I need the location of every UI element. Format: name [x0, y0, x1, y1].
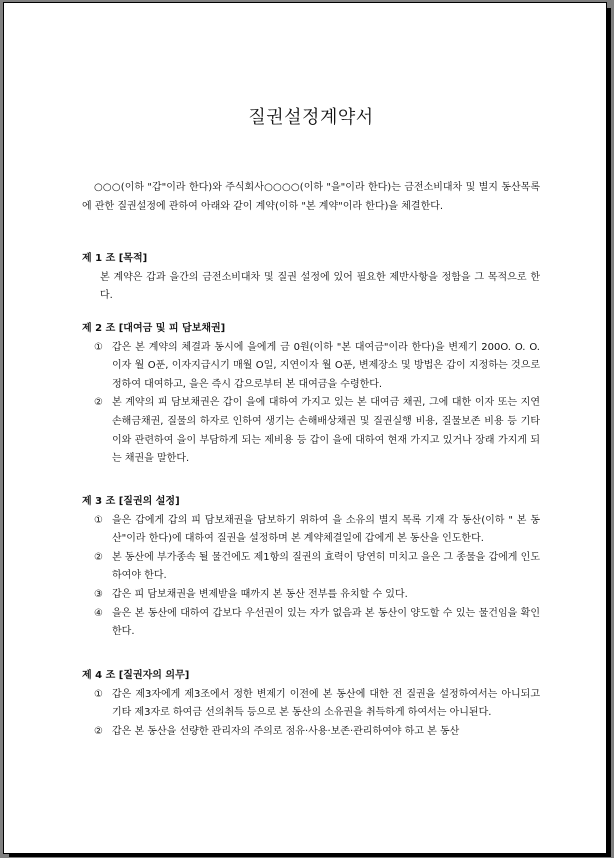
- clause-number: ②: [94, 551, 103, 563]
- document-page: [3, 2, 607, 854]
- clause-number: ①: [94, 341, 103, 353]
- article-clause: [82, 686, 540, 723]
- article-heading: 제 3 조 [질권의 설정]: [82, 496, 180, 507]
- clause-text: 갑은 피 담보채권을 변제받을 때까지 본 동산 전부를 유치할 수 있다.: [112, 588, 408, 600]
- clause-number: ①: [94, 688, 103, 700]
- clause-text: 갑은 본 계약의 체결과 동시에 을에게 금 0원(이하 "본 대여금"이라 한다)을 변제기 200O. O. O. 이자 월 O푼, 이자지급시기 매월 O일, 지연이자 월 O푼, 변제장소 및 방법은 갑이 지정하는 것으로 정하여 대여하고, 을은 즉시 갑으로부터 본 대여금을 수령한다.: [112, 341, 540, 390]
- article-3: [82, 493, 540, 642]
- clause-text: 본 계약의 피 담보채권은 갑이 을에 대하여 가지고 있는 본 대여금 채권, 그에 대한 이자 또는 지연손해금채권, 질물의 하자로 인하여 생기는 손해배상채권 및 질권실행 비용, 질물보존 비용 등 기타 이와 관련하여 을이 부담하게 되는 제비용 등 갑이 을에 대하여 현재 가지고 있거나 장래 가지게 되는 채권을 말한다.: [112, 397, 540, 465]
- clause-text: 갑은 본 동산을 선량한 관리자의 주의로 점유·사용·보존·관리하여야 하고 본 동산: [112, 725, 460, 737]
- article-body: 본 계약은 갑과 을간의 금전소비대차 및 질권 설정에 있어 필요한 제반사항을 정함을 그 목적으로 한다.: [100, 271, 540, 302]
- clause-number: ②: [94, 725, 103, 737]
- article-clause: [82, 339, 540, 395]
- page-shadow-right: [607, 8, 611, 856]
- article-heading: 제 4 조 [질권자의 의무]: [82, 670, 190, 681]
- article-heading: 제 1 조 [목적]: [82, 253, 148, 264]
- article-clause: [82, 586, 540, 605]
- article-clause: [82, 512, 540, 549]
- intro-paragraph: ○○○(이하 "갑"이라 한다)와 주식회사○○○○(이하 "을"이라 한다)는 금전소비대차 및 별지 동산목록에 관한 질권설정에 관하여 아래와 같이 계약(이하 "본 계약"이라 한다)을 체결한다.: [82, 182, 540, 212]
- article-4: [82, 667, 540, 741]
- document-title: 질권설정계약서: [248, 107, 374, 128]
- clause-text: 본 동산에 부가종속 될 물건에도 제1항의 질권의 효력이 당연히 미치고 을은 그 종물을 갑에게 인도하여야 한다.: [112, 551, 540, 582]
- article-heading: 제 2 조 [대여금 및 피 담보채권]: [82, 323, 226, 334]
- clause-number: ③: [94, 588, 103, 600]
- clause-text: 을은 갑에게 갑의 피 담보채권을 담보하기 위하여 을 소유의 별지 목록 기재 각 동산(이하 " 본 동산"이라 한다)에 대하여 질권을 설정하며 본 계약체결일에 갑에게 본 동산을 인도한다.: [112, 514, 540, 545]
- clause-number: ①: [94, 514, 103, 526]
- clause-number: ④: [94, 607, 103, 619]
- article-clause: [82, 549, 540, 586]
- article-clause: [82, 605, 540, 642]
- clause-number: ②: [94, 397, 103, 409]
- article-clause: [82, 394, 540, 468]
- article-clause: [82, 723, 540, 742]
- clause-text: 갑은 제3자에게 제3조에서 정한 변제기 이전에 본 동산에 대한 전 질권을 설정하여서는 아니되고 기타 제3자로 하여금 선의취득 등으로 본 동산의 소유권을 취득하게 하여서는 아니된다.: [112, 688, 540, 719]
- clause-text: 을은 본 동산에 대하여 갑보다 우선권이 있는 자가 없음과 본 동산이 양도할 수 있는 물건임을 확인한다.: [112, 607, 540, 638]
- article-2: [82, 320, 540, 469]
- page-shadow-bottom: [9, 854, 611, 857]
- article-1: [82, 250, 540, 306]
